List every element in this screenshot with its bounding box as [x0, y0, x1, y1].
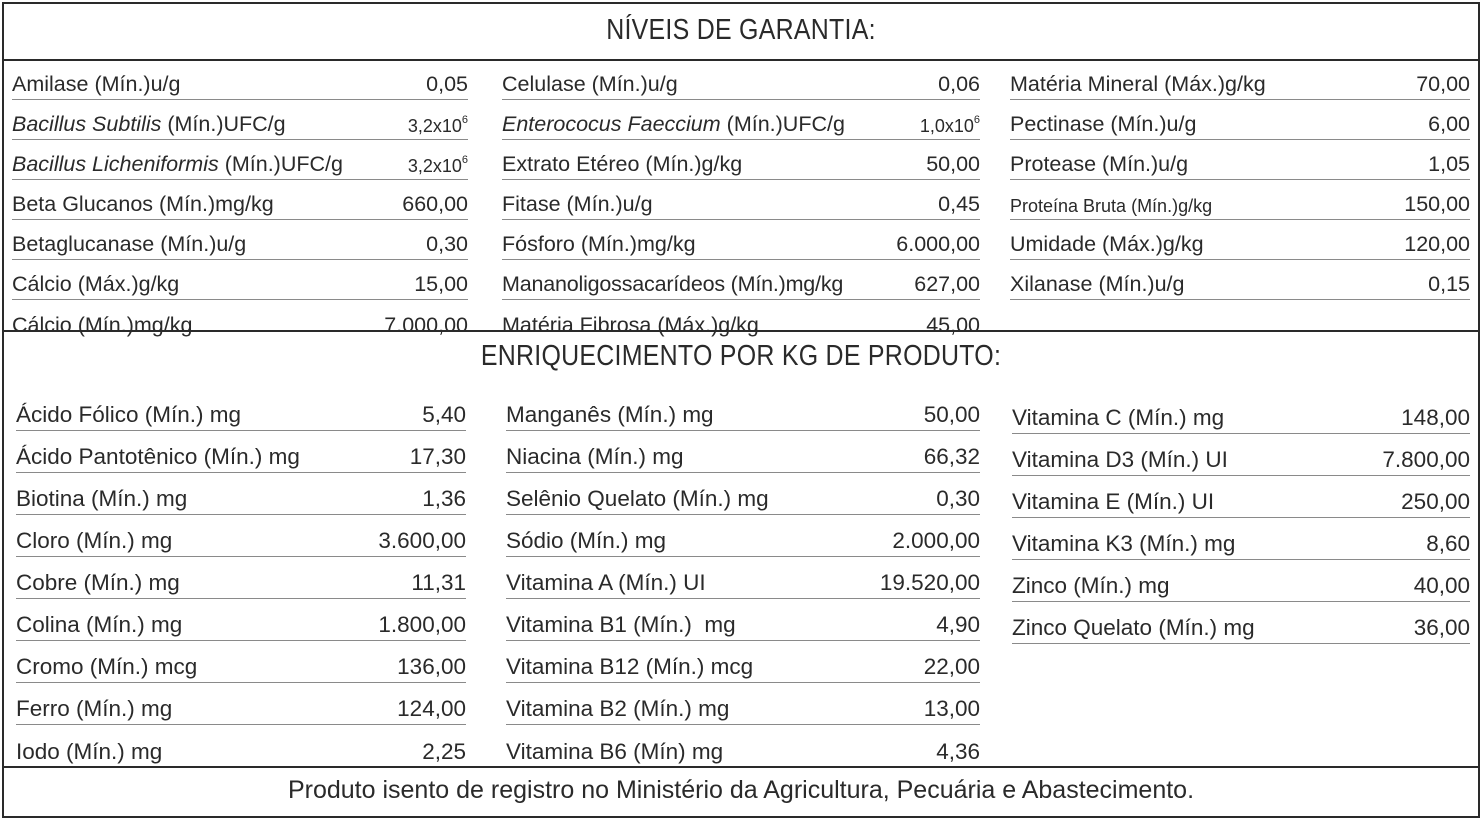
table-row: Cloro (Mín.) mg 3.600,00: [16, 515, 466, 557]
table-row: Vitamina C (Mín.) mg 148,00: [1012, 392, 1470, 434]
table-row: Ácido Fólico (Mín.) mg 5,40: [16, 389, 466, 431]
garantia-title: NÍVEIS DE GARANTIA:: [606, 14, 876, 46]
garantia-column-1: [12, 60, 468, 340]
table-row: Pectinase (Mín.)u/g 6,00: [1010, 100, 1470, 140]
table-row: Selênio Quelato (Mín.) mg 0,30: [506, 473, 980, 515]
table-row: Extrato Etéreo (Mín.)g/kg 50,00: [502, 140, 980, 180]
table-row: Sódio (Mín.) mg 2.000,00: [506, 515, 980, 557]
table-row: Iodo (Mín.) mg 2,25: [16, 739, 466, 764]
table-row: Manganês (Mín.) mg 50,00: [506, 389, 980, 431]
table-row: Cálcio (Mín.)mg/kg 7.000,00: [12, 313, 468, 337]
table-row: Vitamina B12 (Mín.) mcg 22,00: [506, 641, 980, 683]
table-row: Protease (Mín.)u/g 1,05: [1010, 140, 1470, 180]
table-row: Zinco Quelato (Mín.) mg 36,00: [1012, 602, 1470, 644]
table-row: Matéria Mineral (Máx.)g/kg 70,00: [1010, 60, 1470, 100]
table-row: Ferro (Mín.) mg 124,00: [16, 683, 466, 725]
divider: [4, 766, 1478, 768]
table-row: Celulase (Mín.)u/g 0,06: [502, 60, 980, 100]
table-row: Matéria Fibrosa (Máx.)g/kg 45,00: [502, 313, 980, 337]
table-row: Cálcio (Máx.)g/kg 15,00: [12, 260, 468, 300]
table-row: Enterococus Faeccium (Mín.)UFC/g $1,0x10^6$: [502, 100, 980, 140]
table-row: Beta Glucanos (Mín.)mg/kg 660,00: [12, 180, 468, 220]
table-row: Niacina (Mín.) mg 66,32: [506, 431, 980, 473]
table-row: Zinco (Mín.) mg 40,00: [1012, 560, 1470, 602]
nutrition-label-frame: [2, 2, 1480, 818]
table-row: Proteína Bruta (Mín.)g/kg 150,00: [1010, 180, 1470, 220]
table-row: Vitamina E (Mín.) UI 250,00: [1012, 476, 1470, 518]
table-row: Vitamina B1 (Mín.) mg 4,90: [506, 599, 980, 641]
registration-notice: Produto isento de registro no Ministério da Agricultura, Pecuária e Abastecimento.: [287, 776, 1195, 804]
divider: [4, 330, 1478, 332]
table-row: Amilase (Mín.)u/g 0,05: [12, 60, 468, 100]
table-row: Vitamina K3 (Mín.) mg 8,60: [1012, 518, 1470, 560]
enriquecimento-column-3: [1012, 392, 1470, 644]
table-row: Cromo (Mín.) mcg 136,00: [16, 641, 466, 683]
table-row: Fósforo (Mín.)mg/kg 6.000,00: [502, 220, 980, 260]
garantia-column-2: [502, 60, 980, 340]
table-row: Bacillus Subtilis (Mín.)UFC/g $3,2x10^6$: [12, 100, 468, 140]
table-row: Colina (Mín.) mg 1.800,00: [16, 599, 466, 641]
table-row: Vitamina D3 (Mín.) UI 7.800,00: [1012, 434, 1470, 476]
table-row: Bacillus Licheniformis (Mín.)UFC/g $3,2x10^6$: [12, 140, 468, 180]
table-row: Vitamina B6 (Mín) mg 4,36: [506, 739, 980, 764]
table-row: Betaglucanase (Mín.)u/g 0,30: [12, 220, 468, 260]
enriquecimento-column-2: [506, 389, 980, 767]
enriquecimento-title: ENRIQUECIMENTO POR KG DE PRODUTO:: [480, 340, 1002, 372]
enriquecimento-column-1: [16, 389, 466, 767]
table-row: Umidade (Máx.)g/kg 120,00: [1010, 220, 1470, 260]
table-row: Fitase (Mín.)u/g 0,45: [502, 180, 980, 220]
table-row: Mananoligossacarídeos (Mín.)mg/kg 627,00: [502, 260, 980, 300]
table-row: Ácido Pantotênico (Mín.) mg 17,30: [16, 431, 466, 473]
table-row: Xilanase (Mín.)u/g 0,15: [1010, 260, 1470, 300]
table-row: Biotina (Mín.) mg 1,36: [16, 473, 466, 515]
garantia-column-3: [1010, 60, 1470, 300]
table-row: Cobre (Mín.) mg 11,31: [16, 557, 466, 599]
table-row: Vitamina B2 (Mín.) mg 13,00: [506, 683, 980, 725]
table-row: Vitamina A (Mín.) UI 19.520,00: [506, 557, 980, 599]
